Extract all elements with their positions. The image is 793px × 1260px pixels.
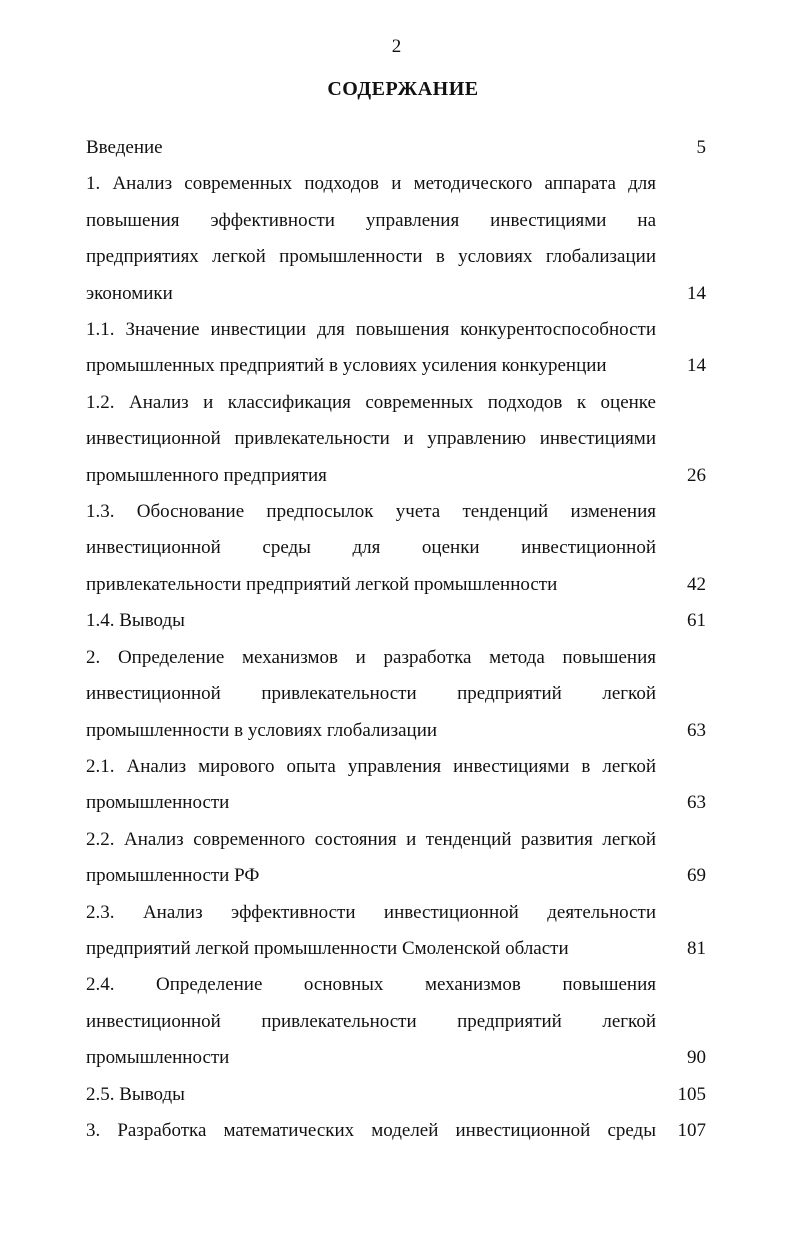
toc-heading: СОДЕРЖАНИЕ (327, 78, 479, 100)
toc-entry-chapter-1[interactable] (86, 166, 706, 312)
toc-entry-page: 107 (677, 1119, 706, 1141)
toc-entry-title: 2.4. Определение основных механизмов повышения инвестиционной привлекательности предприятий легкой промышленности (86, 974, 656, 1069)
toc-entry-title: 2.1. Анализ мирового опыта управления инвестициями в легкой промышленности (86, 755, 656, 814)
toc-entry-page: 63 (687, 719, 706, 741)
toc-entry-title: 1.4. Выводы (86, 610, 185, 632)
toc-entry-section-2-1[interactable] (86, 749, 706, 822)
toc-entry-title: 2.2. Анализ современного состояния и тенденций развития легкой промышленности РФ (86, 828, 656, 887)
toc-entry-page: 5 (696, 137, 706, 158)
toc-entry-title: 1.1. Значение инвестиции для повышения конкурентоспособности промышленных предприятий в условиях усиления конкуренции (86, 319, 656, 377)
toc-entry-page: 63 (687, 792, 706, 814)
toc-entry-section-1-1[interactable] (86, 312, 706, 385)
page-number: 2 (391, 36, 402, 57)
toc-entry-title: 3. Разработка математических моделей инвестиционной среды (86, 1119, 656, 1141)
toc-entry-title: 1.3. Обоснование предпосылок учета тенденций изменения инвестиционной среды для оценки инвестиционной привлекательности предприятий легкой промышленности (86, 501, 656, 595)
toc-entry-section-2-4[interactable] (86, 967, 706, 1076)
toc-entry-page: 81 (687, 937, 706, 959)
toc-entry-title: 1. Анализ современных подходов и методического аппарата для повышения эффективности управления инвестициями на предприятиях легкой промышленности в условиях глобализации экономики (86, 173, 656, 304)
toc-entry-title: 2. Определение механизмов и разработка метода повышения инвестиционной привлекательности предприятий легкой промышленности в условиях глобализации (86, 646, 656, 741)
toc-entry-section-1-2[interactable] (86, 385, 706, 494)
toc-entry-title: Введение (86, 137, 163, 158)
toc-entry-page: 105 (677, 1083, 706, 1105)
toc-entry-page: 26 (687, 464, 706, 486)
toc-entry-section-2-5[interactable] (86, 1077, 706, 1113)
table-of-contents (86, 130, 706, 1149)
toc-entry-chapter-2[interactable] (86, 640, 706, 749)
toc-entry-introduction[interactable] (86, 130, 706, 166)
toc-entry-page: 61 (687, 610, 706, 632)
toc-entry-page: 69 (687, 865, 706, 887)
toc-entry-section-1-4[interactable] (86, 603, 706, 639)
toc-entry-title: 2.5. Выводы (86, 1083, 185, 1105)
toc-entry-page: 14 (687, 355, 706, 377)
toc-entry-title: 1.2. Анализ и классификация современных подходов к оценке инвестиционной привлекательности и управлению инвестициями промышленного предприятия (86, 391, 656, 486)
toc-entry-section-2-3[interactable] (86, 895, 706, 968)
toc-entry-page: 90 (687, 1047, 706, 1069)
toc-entry-chapter-3[interactable] (86, 1113, 706, 1149)
toc-entry-section-1-3[interactable] (86, 494, 706, 603)
toc-entry-title: 2.3. Анализ эффективности инвестиционной деятельности предприятий легкой промышленности Смоленской области (86, 901, 656, 959)
toc-entry-page: 14 (687, 282, 706, 304)
toc-entry-page: 42 (687, 573, 706, 595)
toc-entry-section-2-2[interactable] (86, 822, 706, 895)
